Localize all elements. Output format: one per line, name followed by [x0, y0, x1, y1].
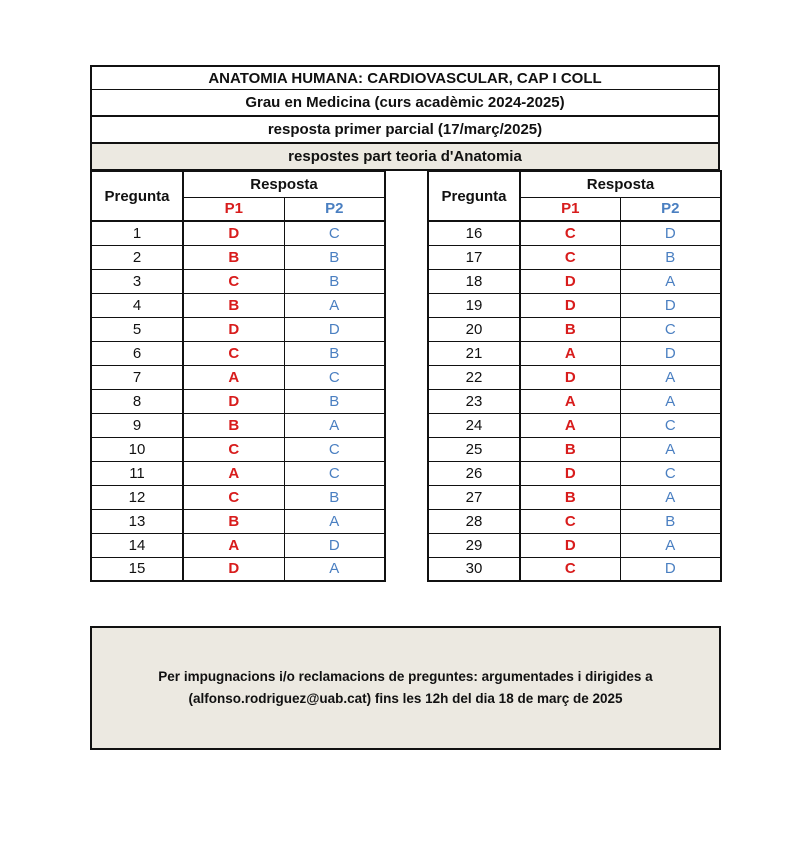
answer-row [428, 509, 721, 533]
answer-p2: A [620, 389, 721, 413]
answer-row [91, 389, 385, 413]
answer-row [91, 317, 385, 341]
question-number: 19 [428, 293, 520, 317]
col-answer-header: Resposta [520, 171, 721, 197]
answer-row [428, 461, 721, 485]
claims-note [90, 626, 721, 750]
answer-p2: C [284, 437, 385, 461]
answer-p1: D [520, 365, 620, 389]
answer-p1: D [183, 221, 284, 245]
answer-row [91, 461, 385, 485]
answer-row [428, 437, 721, 461]
col-p1-header: P1 [520, 197, 620, 221]
col-p1-header: P1 [183, 197, 284, 221]
claims-note-line1: Per impugnacions i/o reclamacions de preguntes: argumentades i dirigides a [158, 669, 653, 684]
answer-p1: D [520, 293, 620, 317]
col-p2-header: P2 [620, 197, 721, 221]
question-number: 4 [91, 293, 183, 317]
answer-p1: B [520, 317, 620, 341]
answer-row [91, 485, 385, 509]
answers-table-right [427, 170, 722, 582]
question-number: 10 [91, 437, 183, 461]
answer-p1: C [520, 509, 620, 533]
answer-p2: A [620, 437, 721, 461]
answer-row [91, 269, 385, 293]
answer-p2: A [620, 365, 721, 389]
answer-p2: A [620, 533, 721, 557]
answer-p1: A [183, 365, 284, 389]
question-number: 21 [428, 341, 520, 365]
answer-row [91, 509, 385, 533]
answer-row [428, 485, 721, 509]
answer-p1: C [183, 269, 284, 293]
question-number: 11 [91, 461, 183, 485]
answer-row [91, 293, 385, 317]
question-number: 6 [91, 341, 183, 365]
question-number: 14 [91, 533, 183, 557]
question-number: 22 [428, 365, 520, 389]
question-number: 18 [428, 269, 520, 293]
answer-p2: B [284, 269, 385, 293]
answer-p2: A [284, 509, 385, 533]
answer-p1: A [183, 461, 284, 485]
question-number: 23 [428, 389, 520, 413]
answer-row [428, 269, 721, 293]
answer-row [428, 389, 721, 413]
answer-p1: B [520, 485, 620, 509]
answer-p1: A [520, 341, 620, 365]
answer-row [91, 413, 385, 437]
claims-note-line2: (alfonso.rodriguez@uab.cat) fins les 12h del dia 18 de març de 2025 [188, 691, 623, 706]
answer-p1: B [520, 437, 620, 461]
answer-p1: C [520, 221, 620, 245]
answer-p1: C [520, 245, 620, 269]
question-number: 30 [428, 557, 520, 581]
answer-p2: C [620, 317, 721, 341]
answer-p2: B [284, 389, 385, 413]
question-number: 17 [428, 245, 520, 269]
answer-row [428, 245, 721, 269]
question-number: 12 [91, 485, 183, 509]
question-number: 1 [91, 221, 183, 245]
answer-p1: B [183, 509, 284, 533]
question-number: 5 [91, 317, 183, 341]
question-number: 24 [428, 413, 520, 437]
answer-p2: A [284, 413, 385, 437]
answer-row [428, 293, 721, 317]
answer-p2: B [620, 509, 721, 533]
answer-p1: D [183, 389, 284, 413]
answer-p2: B [284, 341, 385, 365]
answer-p1: C [183, 437, 284, 461]
answer-p1: D [183, 317, 284, 341]
answers-table-left [90, 170, 386, 582]
answer-p1: A [520, 413, 620, 437]
answer-p1: A [520, 389, 620, 413]
answer-p1: D [520, 533, 620, 557]
answer-row [91, 365, 385, 389]
answer-row [428, 557, 721, 581]
answer-row [428, 221, 721, 245]
question-number: 25 [428, 437, 520, 461]
question-number: 7 [91, 365, 183, 389]
answer-p2: A [284, 557, 385, 581]
exam-subtitle: resposta primer parcial (17/març/2025) [90, 117, 720, 144]
answer-row [428, 341, 721, 365]
course-title: ANATOMIA HUMANA: CARDIOVASCULAR, CAP I COLL [90, 65, 720, 91]
answer-p1: C [183, 485, 284, 509]
answer-p2: D [284, 317, 385, 341]
question-number: 15 [91, 557, 183, 581]
question-number: 3 [91, 269, 183, 293]
answer-p2: D [620, 221, 721, 245]
answer-row [428, 365, 721, 389]
answer-row [91, 341, 385, 365]
answer-row [428, 317, 721, 341]
col-question-header: Pregunta [428, 171, 520, 221]
col-p2-header: P2 [284, 197, 385, 221]
question-number: 13 [91, 509, 183, 533]
answer-p2: D [284, 533, 385, 557]
col-answer-header: Resposta [183, 171, 385, 197]
answer-p2: C [620, 413, 721, 437]
answer-p1: A [183, 533, 284, 557]
answer-row [428, 533, 721, 557]
answer-p1: B [183, 413, 284, 437]
question-number: 2 [91, 245, 183, 269]
answer-row [91, 221, 385, 245]
section-heading: respostes part teoria d'Anatomia [90, 144, 720, 171]
question-number: 9 [91, 413, 183, 437]
answer-p1: B [183, 293, 284, 317]
question-number: 26 [428, 461, 520, 485]
answer-p2: A [620, 269, 721, 293]
answer-p1: D [183, 557, 284, 581]
answer-p2: D [620, 557, 721, 581]
answer-p1: D [520, 461, 620, 485]
col-question-header: Pregunta [91, 171, 183, 221]
question-number: 28 [428, 509, 520, 533]
degree-subtitle: Grau en Medicina (curs acadèmic 2024-2025) [90, 90, 720, 117]
answer-row [91, 557, 385, 581]
answer-p2: D [620, 341, 721, 365]
answer-p1: D [520, 269, 620, 293]
answer-row [91, 245, 385, 269]
answer-p2: B [620, 245, 721, 269]
answer-p2: B [284, 485, 385, 509]
answer-p2: B [284, 245, 385, 269]
answer-p2: C [284, 461, 385, 485]
answer-p2: A [284, 293, 385, 317]
answer-p2: D [620, 293, 721, 317]
answer-p2: C [284, 365, 385, 389]
question-number: 29 [428, 533, 520, 557]
question-number: 16 [428, 221, 520, 245]
answer-p1: C [520, 557, 620, 581]
answer-row [91, 437, 385, 461]
answer-row [91, 533, 385, 557]
answer-p2: C [620, 461, 721, 485]
answer-p1: C [183, 341, 284, 365]
answer-p1: B [183, 245, 284, 269]
answer-p2: A [620, 485, 721, 509]
question-number: 27 [428, 485, 520, 509]
answer-row [428, 413, 721, 437]
answer-p2: C [284, 221, 385, 245]
question-number: 8 [91, 389, 183, 413]
question-number: 20 [428, 317, 520, 341]
